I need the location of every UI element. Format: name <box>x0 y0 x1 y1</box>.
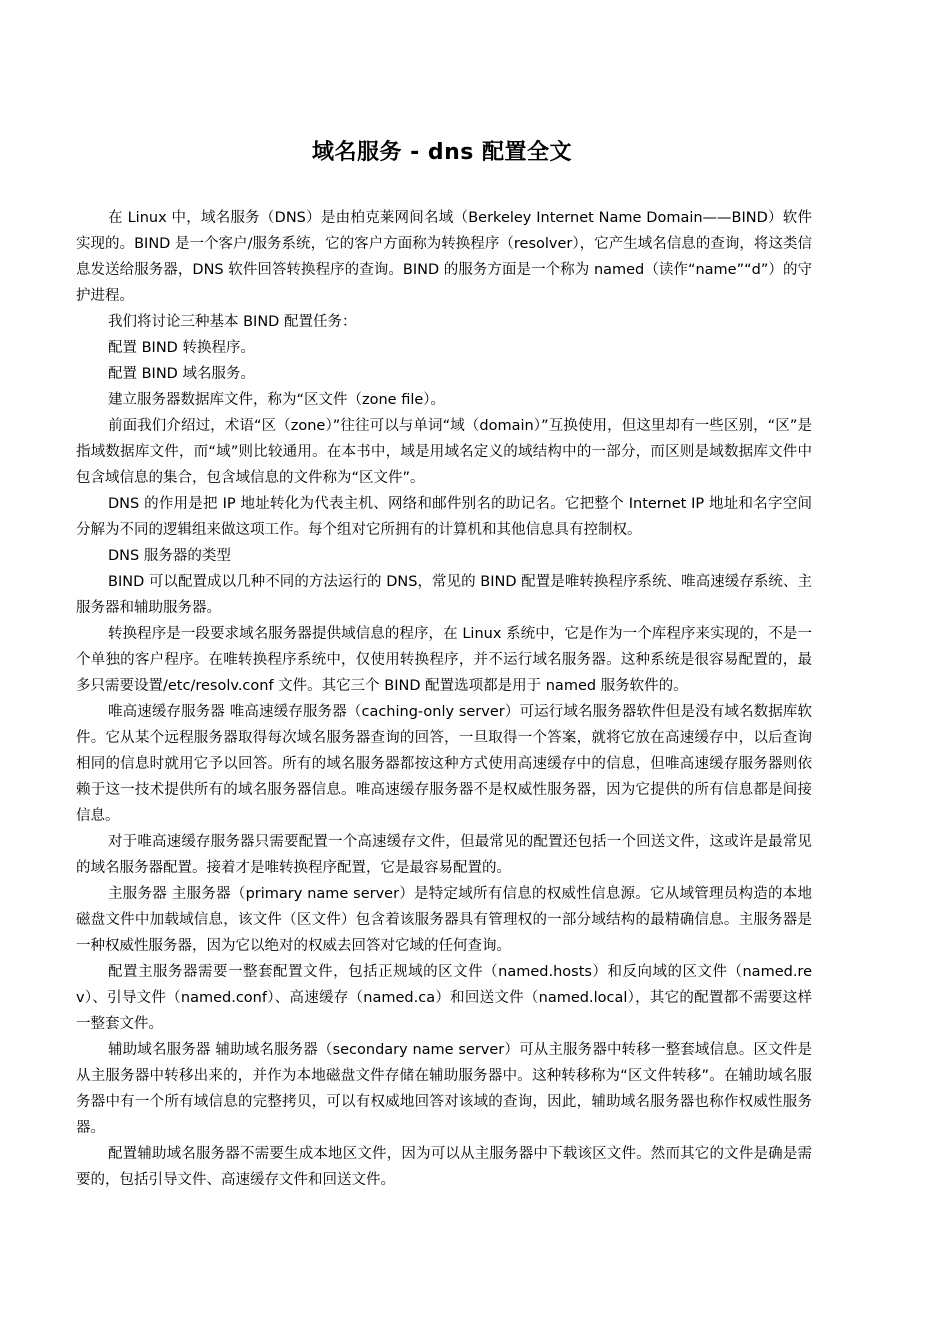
paragraph-caching-only: 唯高速缓存服务器 唯高速缓存服务器（caching-only server）可运行域名服务器软件但是没有域名数据库软件。它从某个远程服务器取得每次域名服务器查询的回答，一旦取得一个答案，就将它放在高速缓存中，以后查询相同的信息时就用它予以回答。所有的域名服务器都按这种方式使用高速缓存中的信息，但唯高速缓存服务器则依赖于这一技术提供所有的域名服务器信息。唯高速缓存服务器不是权威性服务器，因为它提供的所有信息都是间接信息。 <box>76 704 812 824</box>
paragraph-primary-server: 主服务器 主服务器（primary name server）是特定域所有信息的权威性信息源。它从域管理员构造的本地磁盘文件中加载域信息，该文件（区文件）包含着该服务器具有管理权的一部分域结构的最精确信息。主服务器是一种权威性服务器，因为它以绝对的权威去回答对它域的任何查询。 <box>76 886 812 954</box>
paragraph-task-domain-service: 配置 BIND 域名服务。 <box>108 366 255 382</box>
paragraph-resolver: 转换程序是一段要求域名服务器提供域信息的程序，在 Linux 系统中，它是作为一个库程序来实现的，不是一个单独的客户程序。在唯转换程序系统中，仅使用转换程序，并不运行域名服务器。这种系统是很容易配置的，最多只需要设置/etc/resolv.conf 文件。其它三个 BIND 配置选项都是用于 named 服务软件的。 <box>76 626 812 694</box>
paragraph-secondary-server: 辅助域名服务器 辅助域名服务器（secondary name server）可从主服务器中转移一整套域信息。区文件是从主服务器中转移出来的，并作为本地磁盘文件存储在辅助服务器中。这种转移称为“区文件转移”。在辅助域名服务器中有一个所有域信息的完整拷贝，可以有权威地回答对该域的查询，因此，辅助域名服务器也称作权威性服务器。 <box>76 1042 812 1136</box>
paragraph-tasks-heading: 我们将讨论三种基本 BIND 配置任务： <box>108 314 357 330</box>
paragraph-zone-vs-domain: 前面我们介绍过，术语“区（zone）”往往可以与单词“域（domain）”互换使用，但这里却有一些区别，“区”是指域数据库文件，而“域”则比较通用。在本书中，域是用域名定义的域结构中的一部分，而区则是域数据库文件中包含域信息的集合，包含域信息的文件称为“区文件”。 <box>76 418 812 486</box>
document-title: 域名服务 - dns 配置全文 <box>311 140 573 165</box>
paragraph-bind-configs: BIND 可以配置成以几种不同的方法运行的 DNS，常见的 BIND 配置是唯转换程序系统、唯高速缓存系统、主服务器和辅助服务器。 <box>76 574 812 616</box>
paragraph-task-resolver: 配置 BIND 转换程序。 <box>108 340 255 356</box>
paragraph-intro: 在 Linux 中，域名服务（DNS）是由柏克莱网间名域（Berkeley Internet Name Domain——BIND）软件实现的。BIND 是一个客户/服务系统，它的客户方面称为转换程序（resolver），它产生域名信息的查询，将这类信息发送给服务器，DNS 软件回答转换程序的查询。BIND 的服务方面是一个称为 named（读作“name”“d”）的守护进程。 <box>76 210 812 304</box>
paragraph-dns-purpose: DNS 的作用是把 IP 地址转化为代表主机、网络和邮件别名的助记名。它把整个 Internet IP 地址和名字空间分解为不同的逻辑组来做这项工作。每个组对它所拥有的计算机和其他信息具有控制权。 <box>76 496 812 538</box>
paragraph-server-types-heading: DNS 服务器的类型 <box>108 548 231 564</box>
paragraph-task-zone-file: 建立服务器数据库文件，称为“区文件（zone file）。 <box>108 392 446 408</box>
paragraph-secondary-config: 配置辅助域名服务器不需要生成本地区文件，因为可以从主服务器中下载该区文件。然而其它的文件是确是需要的，包括引导文件、高速缓存文件和回送文件。 <box>76 1146 812 1188</box>
paragraph-caching-config: 对于唯高速缓存服务器只需要配置一个高速缓存文件，但最常见的配置还包括一个回送文件，这或许是最常见的域名服务器配置。接着才是唯转换程序配置，它是最容易配置的。 <box>76 834 812 876</box>
paragraph-primary-config: 配置主服务器需要一整套配置文件，包括正规域的区文件（named.hosts）和反向域的区文件（named.rev）、引导文件（named.conf）、高速缓存（named.ca）和回送文件（named.local），其它的配置都不需要这样一整套文件。 <box>76 964 812 1032</box>
document-body <box>76 205 812 1193</box>
